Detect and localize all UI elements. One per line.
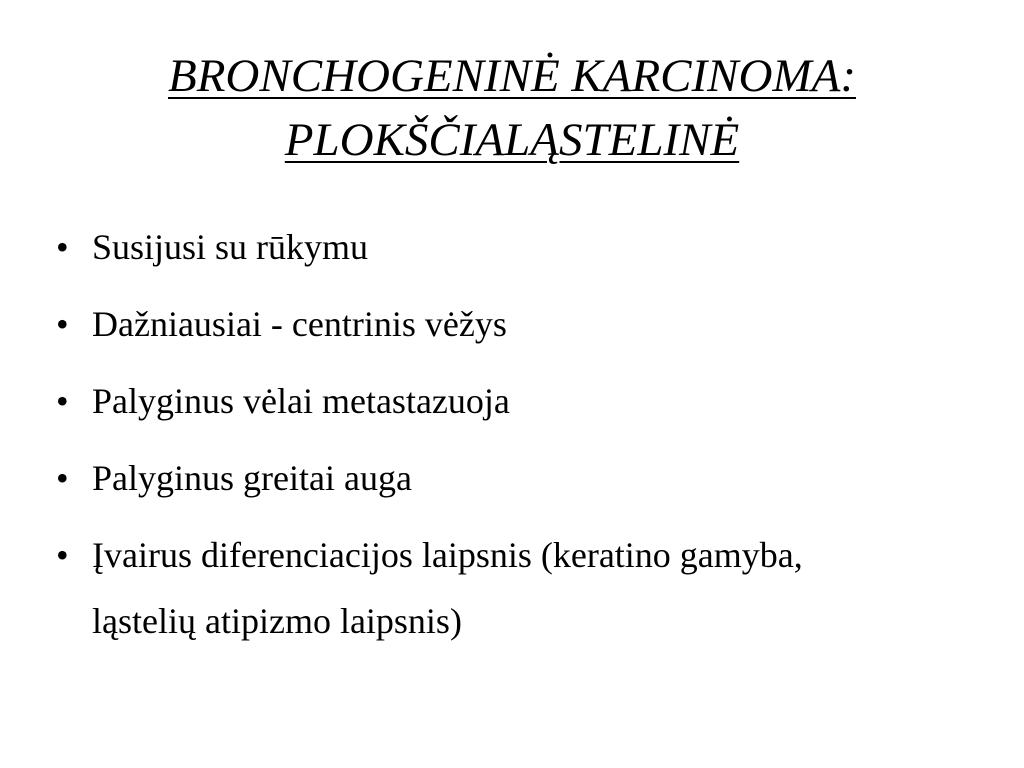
bullet-item [52,522,992,654]
bullet-item [52,291,992,357]
bullet-dot-icon: • [56,535,69,575]
bullet-dot-icon: • [56,381,69,421]
bullet-item [52,445,992,511]
bullet-text: Palyginus vėlai metastazuoja [92,381,510,421]
title-line-2: PLOKŠČIALĄSTELINĖ [284,114,740,166]
bullet-item [52,214,992,280]
bullet-dot-icon: • [56,304,69,344]
bullet-dot-icon: • [56,458,69,498]
title-line-1: BRONCHOGENINĖ KARCINOMA: [168,50,856,102]
bullet-dot-icon: • [56,227,69,267]
bullet-list [52,214,992,665]
bullet-text: Palyginus greitai auga [92,458,412,498]
slide-title [0,44,1024,172]
bullet-text: Susijusi su rūkymu [92,227,369,267]
bullet-text: Dažniausiai - centrinis vėžys [92,304,507,344]
bullet-text: Įvairus diferenciacijos laipsnis (keratino gamyba, ląstelių atipizmo laipsnis) [92,535,803,641]
bullet-item [52,368,992,434]
